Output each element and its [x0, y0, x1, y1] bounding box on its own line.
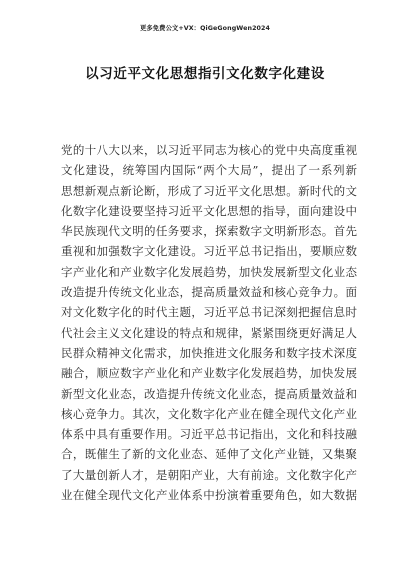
document-title: 以习近平文化思想指引文化数字化建设 [85, 66, 325, 82]
header-note: 更多免费公文+VX：QiGeGongWen2024 [139, 25, 271, 32]
text-line: 化数字化建设要坚持习近平文化思想的指导，面向建设中 [61, 203, 357, 218]
body-paragraph [61, 140, 357, 505]
text-line: 字产业化和产业数字化发展趋势，加快发展新型文化业态 [61, 264, 357, 279]
text-line: 文化建设，统筹国内国际“两个大局”，提出了一系列新 [61, 163, 357, 178]
text-line: 党的十八大以来，以习近平同志为核心的党中央高度重视 [61, 143, 357, 157]
text-line: 业在健全现代文化产业体系中扮演着重要角色，如大数据 [61, 488, 357, 503]
text-line: 华民族现代文明的任务要求，探索数字文明新形态。首先 [61, 224, 357, 239]
text-line: 代社会主义文化建设的特点和规律，紧紧围绕更好满足人 [61, 325, 357, 340]
text-line: 改造提升传统文化业态，提高质量效益和核心竞争力。面 [61, 285, 357, 300]
text-line: 了大量创新人才，是朝阳产业，大有前途。文化数字化产 [61, 467, 357, 482]
text-line: 新型文化业态，改造提升传统文化业态，提高质量效益和 [61, 386, 357, 401]
text-line: 对文化数字化的时代主题，习近平总书记深刻把握信息时 [61, 305, 357, 320]
text-line: 体系中具有重要作用。习近平总书记指出，文化和科技融 [61, 427, 357, 442]
text-line: 融合，顺应数字产业化和产业数字化发展趋势，加快发展 [61, 366, 357, 381]
text-line: 思想新观点新论断，形成了习近平文化思想。新时代的文 [61, 183, 357, 198]
text-line: 合，既催生了新的文化业态、延伸了文化产业链，又集聚 [61, 447, 357, 462]
text-line: 重视和加强数字文化建设。习近平总书记指出，要顺应数 [61, 244, 357, 259]
text-line: 核心竞争力。其次，文化数字化产业在健全现代文化产业 [61, 406, 357, 421]
text-line: 民群众精神文化需求，加快推进文化服务和数字技术深度 [61, 345, 357, 360]
